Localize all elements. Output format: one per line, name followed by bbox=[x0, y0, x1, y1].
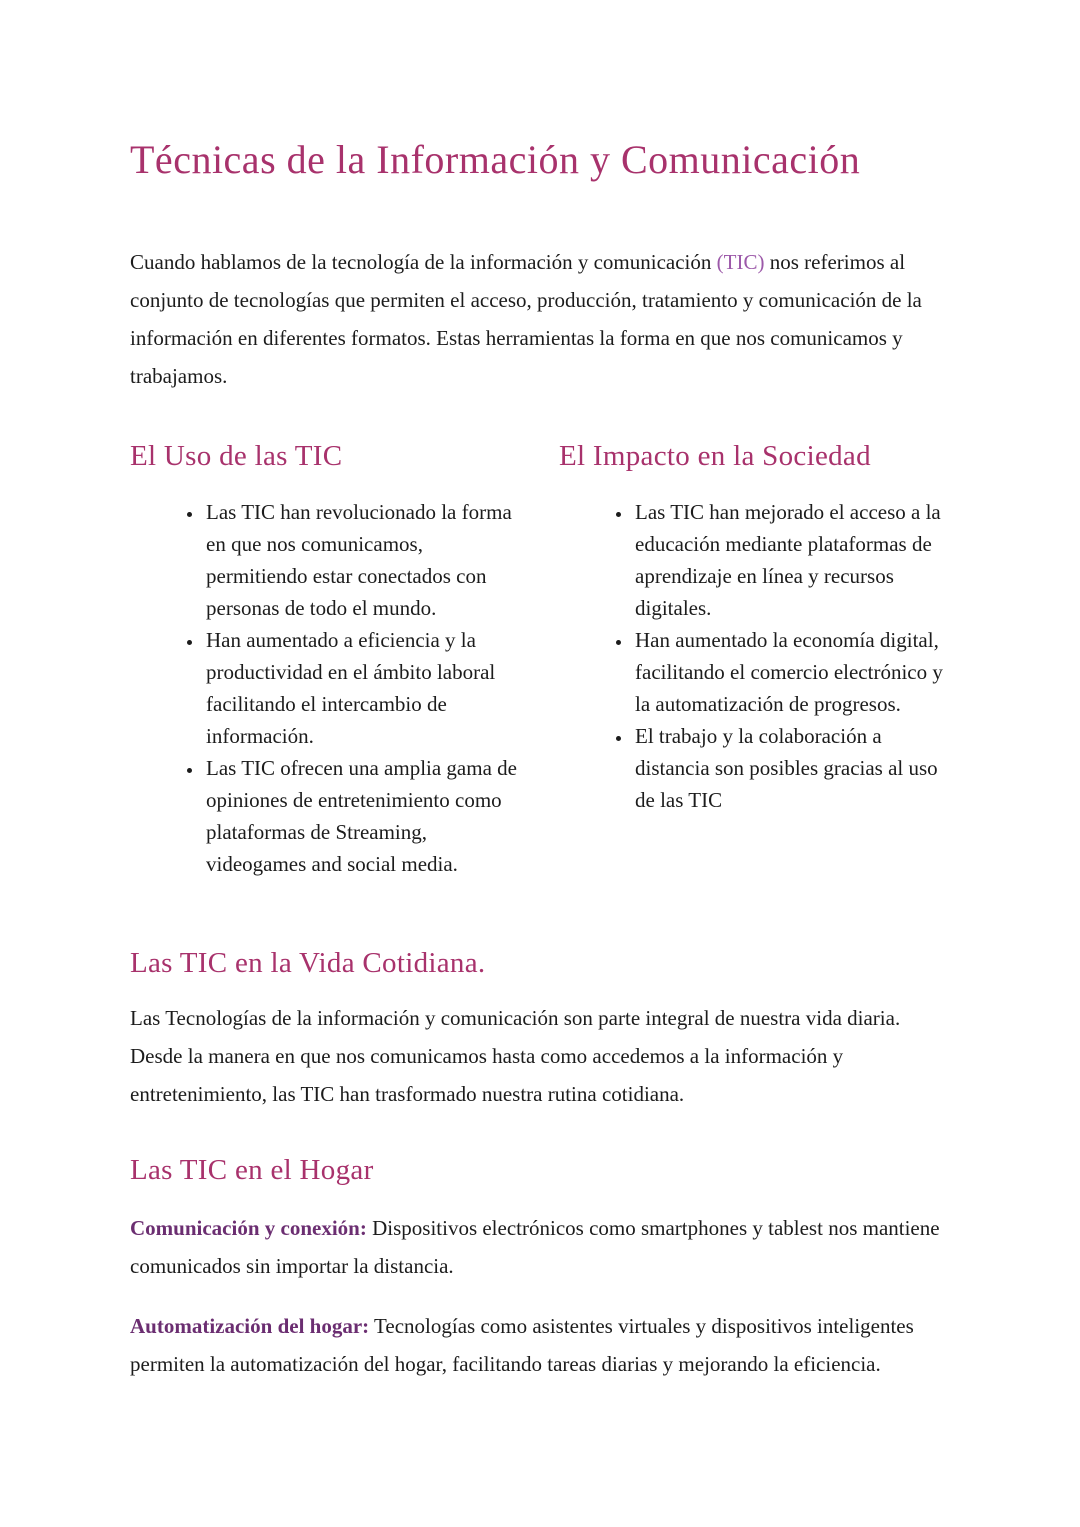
intro-text-before: Cuando hablamos de la tecnología de la información y comunicación bbox=[130, 250, 717, 274]
section-tic-hogar bbox=[130, 1153, 950, 1384]
term-lead-automatizacion: Automatización del hogar: bbox=[130, 1314, 370, 1339]
term-text-comunicacion: Dispositivos electrónicos como smartphones y tablest nos mantiene comunicados sin importar la distancia. bbox=[130, 1216, 940, 1279]
section-heading-vida-cotidiana: Las TIC en la Vida Cotidiana. bbox=[130, 946, 486, 979]
section-heading-hogar: Las TIC en el Hogar bbox=[130, 1153, 374, 1186]
list-item: • Las TIC han revolucionado la forma en que nos comunicamos, permitiendo estar conectados con personas de todo el mundo. bbox=[204, 496, 521, 624]
list-item: • Las TIC han mejorado el acceso a la educación mediante plataformas de aprendizaje en línea y recursos digitales. bbox=[633, 496, 950, 624]
intro-paragraph bbox=[130, 243, 950, 395]
term-lead-comunicacion: Comunicación y conexión: bbox=[130, 1216, 367, 1241]
section-paragraph-vida-cotidiana: Las Tecnologías de la información y comunicación son parte integral de nuestra vida diaria. Desde la manera en que nos comunicamos hasta como accedemos a la información y entretenimiento, las TIC han trasformado nuestra rutina cotidiana. bbox=[130, 1005, 901, 1106]
list-item: • Han aumentado la economía digital, facilitando el comercio electrónico y la automatización de progresos. bbox=[633, 624, 950, 720]
list-item: • Las TIC ofrecen una amplia gama de opiniones de entretenimiento como plataformas de Streaming, videogames and social media. bbox=[204, 752, 521, 880]
paragraph-comunicacion-conexion bbox=[130, 1209, 950, 1285]
column-heading-uso: El Uso de las TIC bbox=[130, 440, 343, 472]
list-item: • El trabajo y la colaboración a distancia son posibles gracias al uso de las TIC bbox=[633, 720, 950, 816]
term-text-automatizacion: Tecnologías como asistentes virtuales y dispositivos inteligentes permiten la automatización del hogar, facilitando tareas diarias y mejorando la eficiencia. bbox=[130, 1314, 914, 1377]
column-uso-tic bbox=[130, 439, 521, 880]
bullet-list-impacto bbox=[559, 496, 950, 816]
column-impacto-sociedad bbox=[559, 439, 950, 880]
paragraph-automatizacion-hogar bbox=[130, 1307, 950, 1383]
list-item: • Han aumentado a eficiencia y la productividad en el ámbito laboral facilitando el intercambio de información. bbox=[204, 624, 521, 752]
section-vida-cotidiana bbox=[130, 946, 950, 1113]
bullet-list-uso bbox=[130, 496, 521, 880]
intro-text-after: nos referimos al conjunto de tecnologías que permiten el acceso, producción, tratamiento y comunicación de la información en diferentes formatos. Estas herramientas la forma en que nos comunicamos y trabajamos. bbox=[130, 250, 922, 388]
page-title: Técnicas de la Información y Comunicación bbox=[130, 137, 861, 182]
tic-abbreviation: (TIC) bbox=[716, 250, 765, 274]
two-column-section bbox=[130, 439, 950, 880]
column-heading-impacto: El Impacto en la Sociedad bbox=[559, 440, 871, 472]
